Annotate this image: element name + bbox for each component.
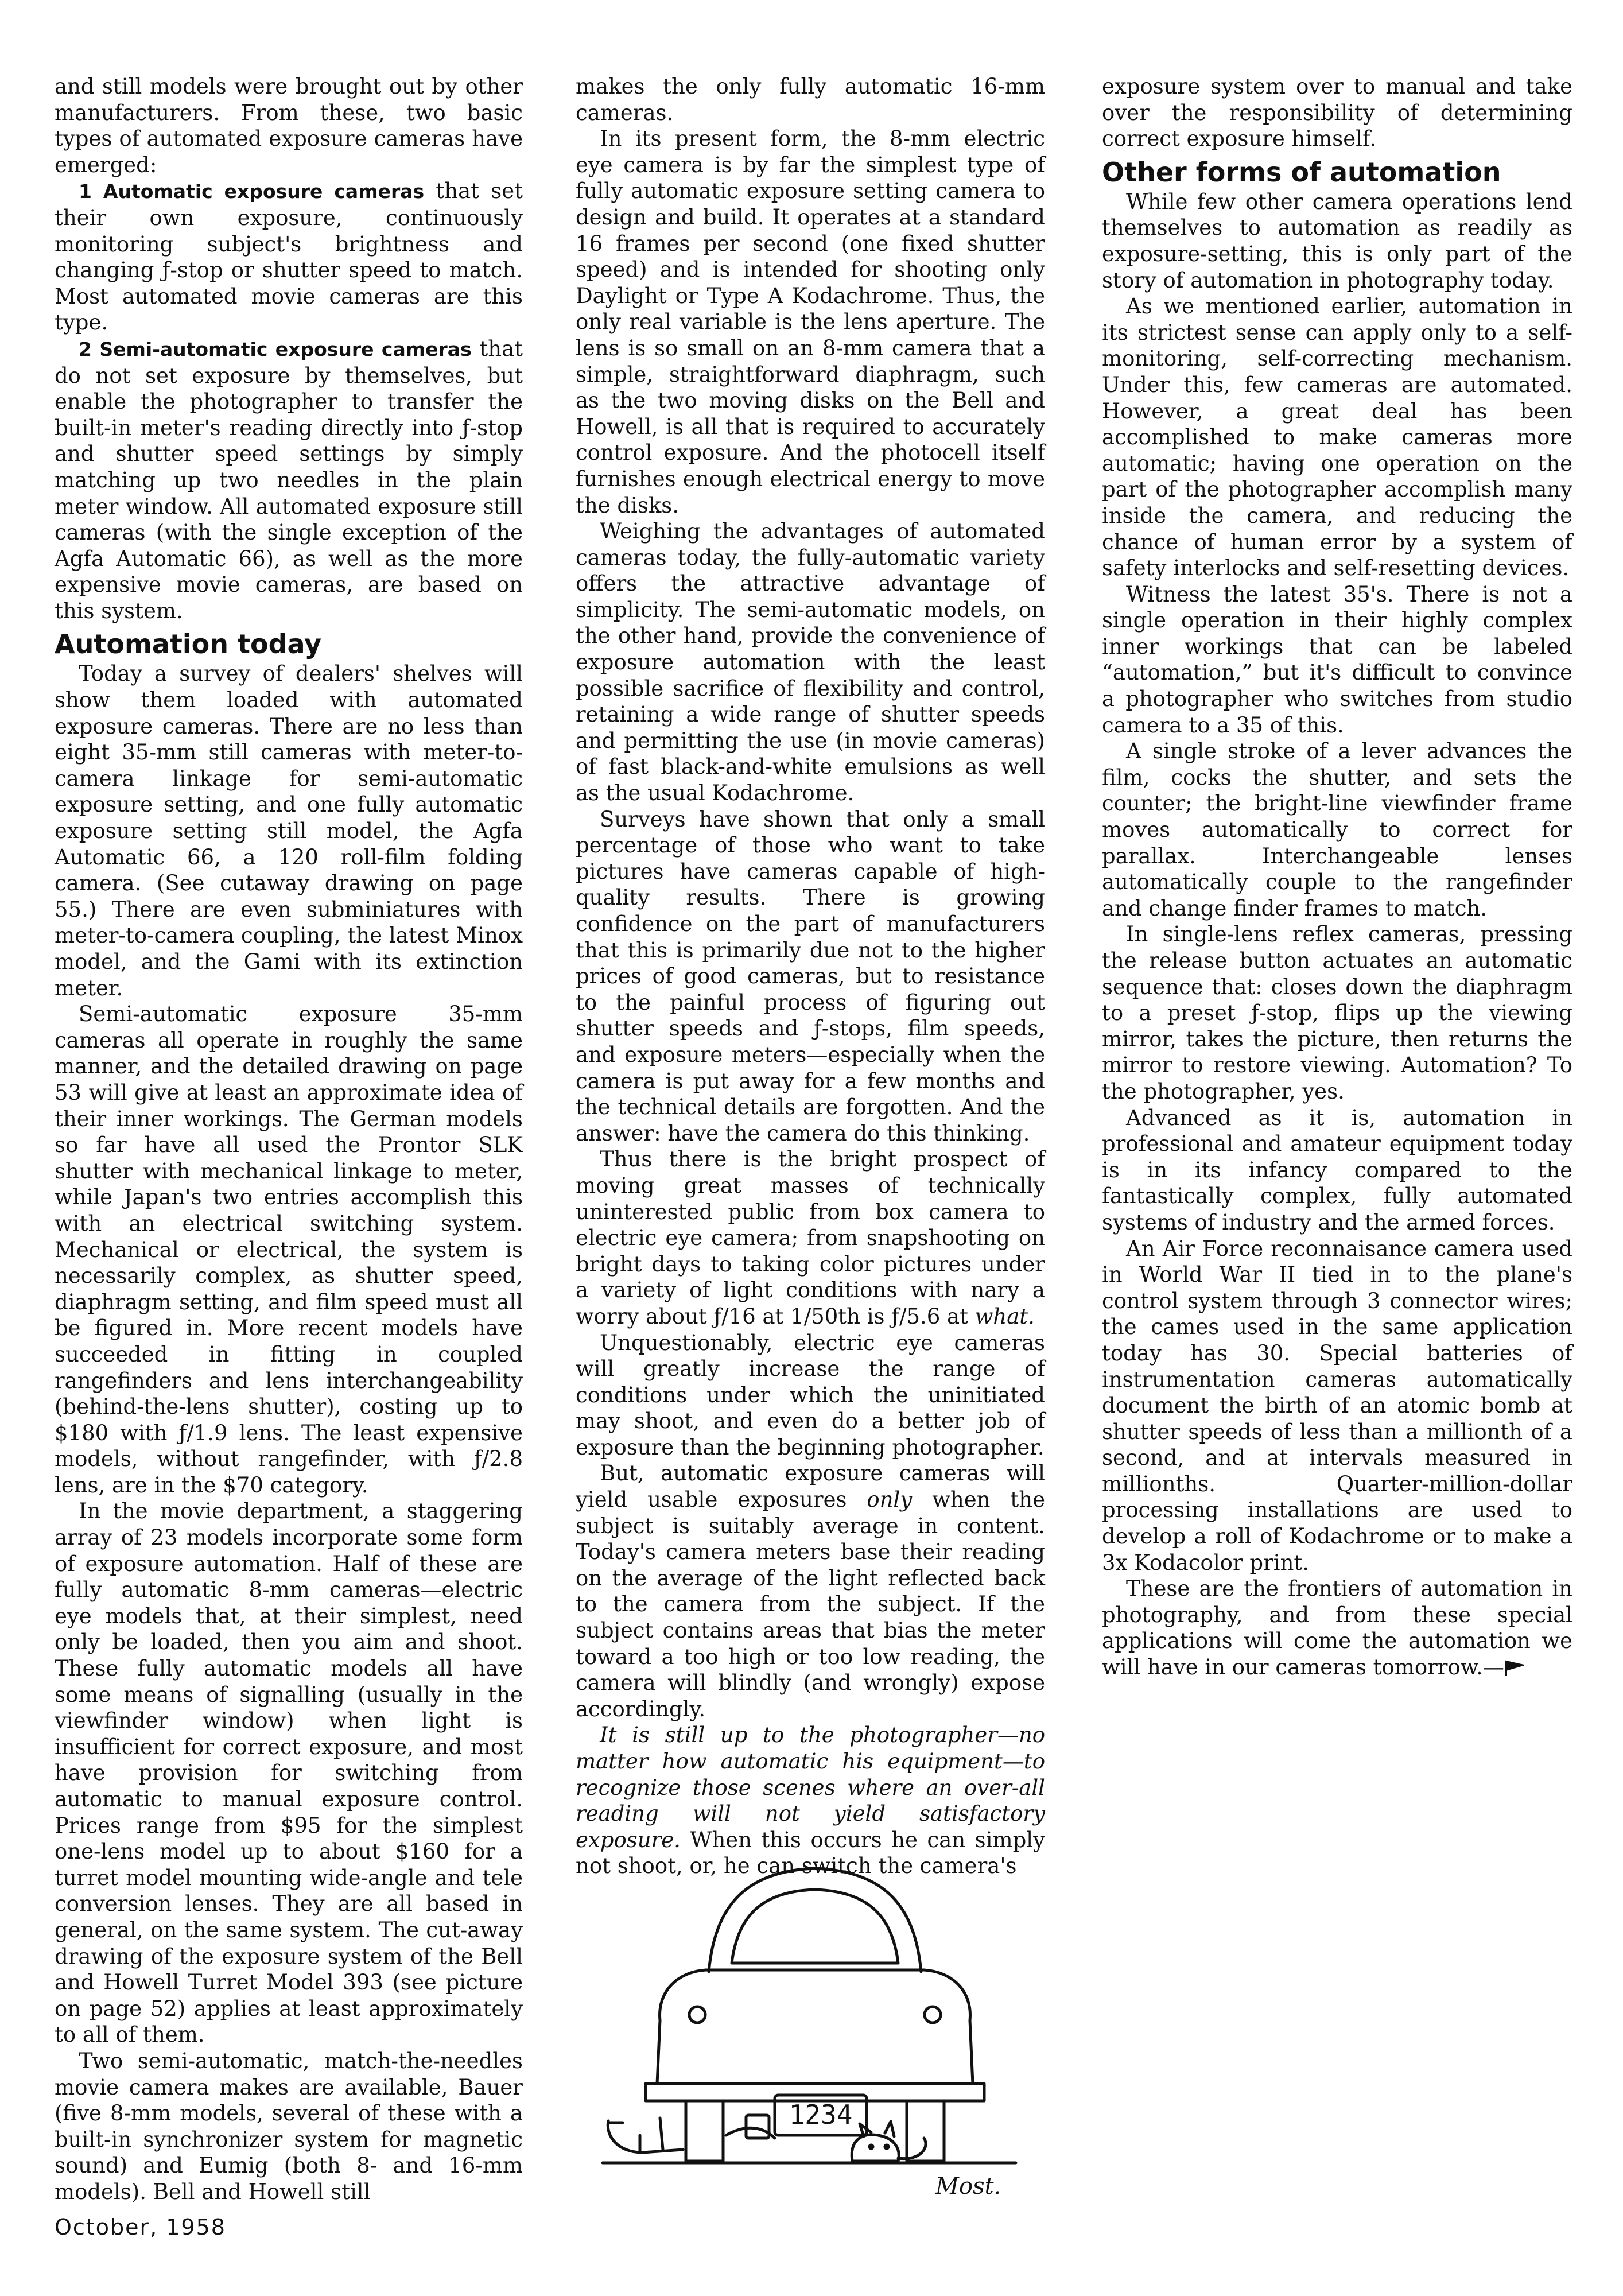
paragraph: Weighing the advantages of automated cameras today, the fully-automatic variety offers the attractive advantage of simplicity. The semi-automatic models, on the other hand, provide the convenience of exposure automation with the least possible sacrifice of flexibility and control, retaining a wide range of shutter speeds and permitting the use (in movie cameras) of fast black-and-white emulsions as well as the usual Kodachrome. — [576, 519, 1045, 806]
rear-window — [732, 1890, 898, 1963]
paragraph: In its present form, the 8-mm electric eye camera is by far the simplest type of fully automatic exposure setting camera to design and build. It operates at a standard 16 frames per second (one fixed shutter speed) and is intended for shooting only Daylight or Type A Kodachrome. Thus, the only real variable is the lens aperture. The lens is so small on an 8-mm camera that a simple, straightforward diaphragm, such as the two moving disks on the Bell and Howell, is all that is required to accurately control exposure. And the photocell itself furnishes enough electrical energy to move the disks. — [576, 126, 1045, 518]
italic-run: what. — [974, 1304, 1035, 1329]
wheel — [686, 2101, 723, 2161]
artist-signature: Most. — [935, 2173, 1001, 2198]
paragraph: Unquestionably, electric eye cameras will greatly increase the range of conditions under which the uninitiated may shoot, and even do a better job of exposure than the beginning photographer. — [576, 1330, 1045, 1460]
paragraph: Advanced as it is, automation in professional and amateur equipment today is in its infancy compared to the fantastically complex, fully automated systems of industry and the armed forces. — [1102, 1105, 1572, 1235]
paragraph: While few other camera operations lend themselves to automation as readily as exposure-setting, this is only part of the story of automation in photography today. — [1102, 189, 1572, 293]
paragraph: Witness the latest 35's. There is not a single operation in their highly complex inner workings that can be labeled “automation,” but it's difficult to convince a photographer who switches from studio camera to a 35 of this. — [1102, 581, 1572, 738]
paragraph: exposure system over to manual and take over the responsibility of determining correct exposure himself. — [1102, 74, 1572, 152]
italic-run: It is still up to the photographer—no matter how automatic his equipment—to recognize those scenes where an over-all reading will not yield satisfactory exposure. — [576, 1723, 1045, 1852]
paragraph: and still models were brought out by other manufacturers. From these, two basic types of automated exposure cameras have emerged: — [55, 74, 523, 177]
paragraph — [55, 336, 523, 625]
list-item-lead: 1 Automatic exposure cameras — [79, 180, 425, 203]
paragraph: makes the only fully automatic 16-mm cameras. — [576, 74, 1045, 125]
text-run: Thus there is the bright prospect of moving great masses of technically uninterested public from box camera to electric eye camera; from snapshooting on bright days to taking color pictures under a variety of light conditions with nary a worry about ƒ/16 at 1/50th is ƒ/5.6 at — [576, 1147, 1045, 1329]
section-heading: Other forms of automation — [1102, 156, 1501, 188]
text-run: But, automatic exposure cameras will yield usable exposures — [576, 1461, 1045, 1512]
paragraph: A single stroke of a lever advances the film, cocks the shutter, and sets the counter; the bright-line viewfinder frame moves automatically to correct for parallax. Interchangeable lenses automatically couple to the rangefinder and change finder frames to match. — [1102, 739, 1572, 921]
column-3 — [1102, 73, 1572, 1681]
text-run: These are the frontiers of automation in photography, and from these special applications will come the automation we will have in our cameras tomorrow.— — [1102, 1576, 1572, 1680]
column-2 — [576, 73, 1045, 1879]
paragraph — [576, 1146, 1045, 1329]
list-item-text: that set their own exposure, continuously monitoring subject's brightness and changing ƒ-stop or shutter speed to match. Most automated movie cameras are this type. — [55, 179, 523, 335]
text-run: when the subject is suitably average in content. Today's camera meters base their reading on the average of the light reflected back to the camera from the subject. If the subject contains areas that bias the meter toward a too high or too low reading, the camera will blindly (and wrongly) expose accordingly. — [576, 1487, 1045, 1721]
paragraph — [1102, 1576, 1572, 1680]
paragraph: Today a survey of dealers' shelves will show them loaded with automated exposure cameras. There are no less than eight 35-mm still cameras with meter-to-camera linkage for semi-automatic exposure setting, and one fully automatic exposure setting still model, the Agfa Automatic 66, a 120 roll-film folding camera. (See cutaway drawing on page 55.) There are even subminiatures with meter-to-camera coupling, the latest Minox model, and the Gami with its extinction meter. — [55, 661, 523, 1000]
paragraph — [55, 178, 523, 336]
cat-body — [852, 2135, 899, 2161]
text-run: When this occurs he can simply not shoot, or, he can switch the camera's — [576, 1827, 1045, 1879]
wheel — [907, 2101, 944, 2161]
cat-tail — [898, 2138, 926, 2159]
italic-run: only — [867, 1487, 913, 1512]
paragraph: In single-lens reflex cameras, pressing the release button actuates an automatic sequence that: closes down the diaphragm to a preset ƒ-stop, flips up the viewing mirror, takes the picture, then returns the mirror to restore viewing. Automation? To the photographer, yes. — [1102, 922, 1572, 1104]
tail-light — [689, 2007, 705, 2023]
paragraph: Semi-automatic exposure 35-mm cameras all operate in roughly the same manner, and the detailed drawing on page 53 will give at least an approximate idea of their inner workings. The German models so far have all used the Prontor SLK shutter with mechanical linkage to meter, while Japan's two entries accomplish this with an electrical switching system. Mechanical or electrical, the system is necessarily complex, as shutter speed, diaphragm setting, and film speed must all be figured in. More recent models have succeeded in fitting in coupled rangefinders and lens interchangeability (behind-the-lens shutter), costing up to $180 with ƒ/1.9 lens. The least expensive models, without rangefinder, with ƒ/2.8 lens, are in the $70 category. — [55, 1002, 523, 1498]
paragraph: Two semi-automatic, match-the-needles movie camera makes are available, Bauer (five 8-mm models, several of these with a built-in synchronizer system for magnetic sound) and Eumig (both 8- and 16-mm models). Bell and Howell still — [55, 2048, 523, 2204]
section-heading: Automation today — [55, 629, 322, 660]
paragraph: An Air Force reconnaisance camera used in World War II tied in to the plane's control system through 3 connector wires; the cames used in the same application today has 30. Special batteries of instrumentation cameras automatically document the birth of an atomic bomb at shutter speeds of less than a millionth of a second, and at intervals measured in millionths. Quarter-million-dollar processing installations are used to develop a roll of Kodachrome or to make a 3x Kodacolor print. — [1102, 1236, 1572, 1575]
paragraph: Surveys have shown that only a small percentage of those who want to take pictures have cameras capable of high-quality results. There is growing confidence on the part of manufacturers that this is primarily due not to the higher prices of good cameras, but to resistance to the painful process of figuring out shutter speeds and ƒ-stops, film speeds, and exposure meters—especially when the camera is put away for a few months and the technical details are forgotten. And the answer: have the camera do this thinking. — [576, 806, 1045, 1146]
bumper — [646, 2084, 984, 2101]
column-1 — [55, 73, 523, 2205]
end-mark-icon — [1504, 1659, 1524, 1677]
man-legs — [608, 2121, 683, 2152]
license-plate-number: 1234 — [789, 2099, 853, 2130]
list-item-lead: 2 Semi-automatic exposure cameras — [79, 338, 472, 360]
car-cartoon-illustration — [591, 1848, 1027, 2198]
paragraph — [576, 1460, 1045, 1722]
car-roof — [709, 1868, 921, 1972]
tail-light — [925, 2007, 941, 2023]
paragraph: In the movie department, a staggering array of 23 models incorporate some form of exposure automation. Half of these are fully automatic 8-mm cameras—electric eye models that, at their simplest, need only be loaded, then you aim and shoot. These fully automatic models all have some means of signalling (usually in the viewfinder window) when light is insufficient for correct exposure, and most have provision for switching from automatic to manual exposure control. Prices range from $95 for the simplest one-lens model up to about $160 for a turret model mounting wide-angle and tele conversion lenses. They are all based in general, on the same system. The cut-away drawing of the exposure system of the Bell and Howell Turret Model 393 (see picture on page 52) applies at least approximately to all of them. — [55, 1499, 523, 2047]
car-body — [657, 1970, 973, 2084]
list-item-text: that do not set exposure by themselves, but enable the photographer to transfer the built-in meter's reading directly into ƒ-stop and shutter speed settings by simply matching up two needles in the plain meter window. All automated exposure still cameras (with the single exception of the Agfa Automatic 66), as well as the more expensive movie cameras, are based on this system. — [55, 336, 523, 623]
page-footer-date: October, 1958 — [55, 2214, 226, 2240]
paragraph: As we mentioned earlier, automation in its strictest sense can apply only to a self-monitoring, self-correcting mechanism. Under this, few cameras are automated. However, a great deal has been accomplished to make cameras more automatic; having one operation on the part of the photographer accomplish many inside the camera, and reducing the chance of human error by a system of safety interlocks and self-resetting devices. — [1102, 294, 1572, 581]
